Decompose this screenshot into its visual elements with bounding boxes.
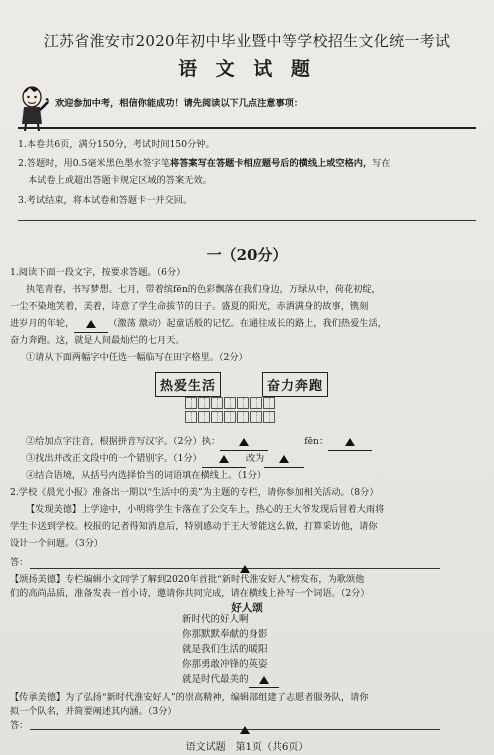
q1-passage-line-3a: 进岁月的年轮， (10, 318, 75, 329)
grid-cell[interactable] (263, 411, 275, 423)
q1-blank-3[interactable] (328, 433, 372, 451)
q1-passage-line-3 (10, 315, 387, 333)
grid-cell[interactable] (250, 411, 262, 423)
q2-part1-line-1: 【发现美德】上学途中，小明将学生卡落在了公交车上，热心的王大爷发现后冒着大雨将 (26, 504, 385, 515)
q1-sub2-label-b: fēn： (304, 436, 329, 447)
poem-line-5-text: 就是时代最美的 (182, 674, 249, 685)
note-2-part-c: 写在 (372, 158, 391, 169)
q1-sub2-label-a: ②给加点字注音，根据拼音写汉字。（2分）执： (26, 436, 221, 447)
poem-line-4: 你那勇敢冲锋的英姿 (182, 659, 268, 670)
grid-cell[interactable] (185, 397, 197, 409)
poem-title: 好人颂 (231, 602, 263, 614)
poem-blank[interactable] (249, 672, 279, 688)
welcome-text: 欢迎参加中考，相信你能成功！请先阅读以下几点注意事项： (55, 98, 304, 109)
q1-blank-4[interactable] (202, 450, 246, 468)
grid-cell[interactable] (224, 397, 236, 409)
writing-grid-row-2[interactable] (185, 411, 273, 425)
q2-part2-line-2: 们的高尚品质，准备发表一首小诗，邀请你共同完成，请在横线上补写一个词语。（2分） (10, 588, 370, 599)
page-footer: 语文试题 第1页（共6页） (185, 742, 309, 753)
grid-cell[interactable] (198, 411, 210, 423)
q2-part1-line-2: 学生卡送到学校。校报的记者得知消息后，特别感动于王大爷能这么做，打算采访他，请你 (10, 521, 378, 532)
answer-triangle-icon (345, 438, 355, 446)
note-2-part-a: 2.答题时，用0.5毫米黑色墨水签字笔 (18, 158, 171, 169)
q2-stem: 2.学校《晨光小报》准备出一期以“生活中的美”为主题的专栏，请你参加相关活动。（8分） (10, 487, 379, 498)
grid-cell[interactable] (211, 411, 223, 423)
note-2-part-b: 将答案写在答题卡相应题号后的横线上或空格内， (170, 158, 373, 169)
grid-cell[interactable] (198, 397, 210, 409)
poem-line-5 (182, 672, 279, 688)
q1-sub1: ①请从下面两幅字中任选一幅临写在田字格里。（2分） (26, 352, 248, 363)
poem-line-1: 新时代的好人啊 (182, 614, 249, 625)
q2-answer-label-2: 答： (10, 720, 29, 731)
section-heading: 一（20分） (206, 246, 288, 264)
answer-line-1[interactable] (30, 568, 440, 569)
q1-sub3-label-a: ③找出并改正文段中的一个错别字。（1分） (26, 453, 202, 464)
q1-passage-line-1: 执笔青春，书写梦想。七月，带着缤fēn的色彩飘落在我们身边，万绿从中，荷花初绽， (26, 284, 381, 295)
sample-phrase-2: 奋力奔跑 (262, 372, 328, 397)
header-divider (18, 127, 476, 129)
grid-cell[interactable] (211, 397, 223, 409)
exam-title: 江苏省淮安市2020年初中毕业暨中等学校招生文化统一考试 (43, 32, 451, 50)
q2-part3-line-1: 【传承美德】为了弘扬“新时代淮安好人”的崇高精神，编辑部组建了志愿者服务队，请你 (10, 692, 369, 703)
q1-blank-2[interactable] (220, 433, 268, 451)
grid-cell[interactable] (250, 397, 262, 409)
grid-cell[interactable] (237, 397, 249, 409)
answer-triangle-icon (259, 676, 269, 684)
poem-line-2: 你那默默奉献的身影 (182, 629, 268, 640)
answer-triangle-icon (240, 719, 250, 738)
q2-answer-label-1: 答： (10, 557, 29, 568)
note-2-cont: 本试卷上或超出答题卡规定区域的答案无效。 (28, 175, 212, 186)
sample-phrase-1: 热爱生活 (155, 372, 221, 397)
notes-divider (18, 220, 476, 221)
q1-passage-line-3b: （激荡 激动）起童话般的记忆。在通往成长的路上，我们热爱生活， (108, 318, 387, 329)
exam-subtitle: 语 文 试 题 (178, 58, 316, 80)
q1-passage-line-4: 奋力奔跑。这，就是人间最灿烂的七月天。 (10, 335, 185, 346)
q1-passage-line-2: 一尘不染地笑着，美着，诗意了学生命拔节的日子。盛夏的阳光，赤洒满身的故事，镌刻 (10, 301, 369, 312)
note-3: 3.考试结束，将本试卷和答题卡一并交回。 (18, 195, 193, 206)
q1-sub3-label-b: 改为 (245, 453, 265, 464)
answer-triangle-icon (279, 455, 289, 463)
q2-part3-line-2: 拟一个队名，并简要阐述其内涵。（3分） (10, 706, 177, 717)
q2-part2-line-1: 【颂扬美德】专栏编辑小文同学了解到2020年首批“新时代淮安好人”榜发布，为歌颂他 (10, 574, 365, 585)
writing-grid-row-1[interactable] (185, 397, 273, 411)
grid-cell[interactable] (237, 411, 249, 423)
answer-triangle-icon (239, 438, 249, 446)
q2-part1-line-3: 设计一个问题。（3分） (10, 538, 104, 549)
q1-stem: 1.阅读下面一段文字，按要求答题。（6分） (10, 267, 186, 278)
note-1: 1.本卷共6页，满分150分，考试时间150分钟。 (18, 139, 215, 150)
q1-blank-5[interactable] (264, 450, 304, 468)
answer-triangle-icon (86, 320, 96, 328)
q1-blank-1[interactable] (74, 315, 108, 333)
grid-cell[interactable] (224, 411, 236, 423)
poem-line-3: 就是我们生活的暖阳 (182, 644, 268, 655)
mascot-illustration (14, 84, 50, 132)
grid-cell[interactable] (185, 411, 197, 423)
answer-line-2[interactable] (30, 729, 440, 730)
note-2 (18, 155, 391, 172)
q1-sub2 (26, 433, 372, 451)
q1-sub3 (26, 450, 304, 468)
answer-triangle-icon (219, 455, 229, 463)
q1-sub4: ④结合语境，从括号内选择恰当的词语填在横线上。（1分） (26, 470, 267, 481)
grid-cell[interactable] (263, 397, 275, 409)
